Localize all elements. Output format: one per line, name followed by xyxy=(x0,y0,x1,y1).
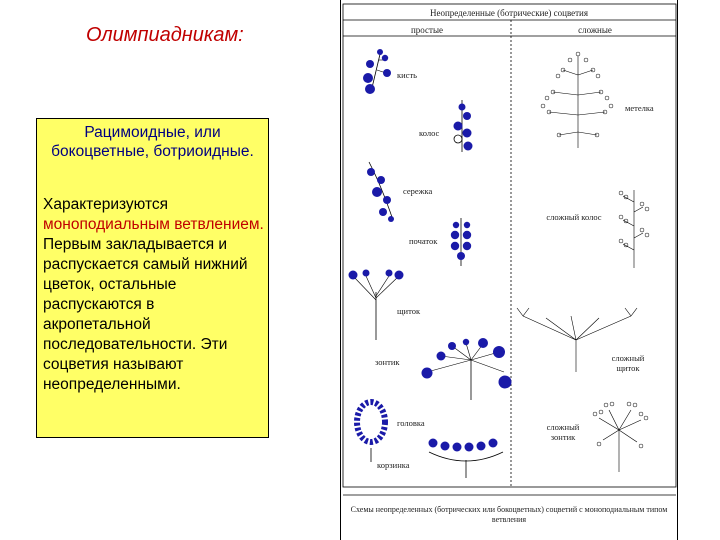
column-complex-header: сложные xyxy=(578,25,612,35)
label-raceme: кисть xyxy=(397,70,418,80)
label-spike: колос xyxy=(419,128,440,138)
capitulum-drawing xyxy=(357,402,385,462)
diagram-drawing xyxy=(341,0,679,540)
label-compound-spike: сложный колос xyxy=(546,212,602,222)
definition-box xyxy=(36,118,269,438)
box-heading: Рацимоидные, или бокоцветные, ботриоидные. xyxy=(51,124,254,160)
box-text-start: Характеризуются xyxy=(43,196,169,213)
column-simple-header: простые xyxy=(410,25,443,35)
label-capitulum: головка xyxy=(397,418,425,428)
label-spadix: початок xyxy=(409,236,438,246)
catkin-drawing xyxy=(367,162,394,222)
corymb-drawing xyxy=(349,270,404,341)
box-text-end: Первым закладывается и распускается самый нижний цветок, остальные распускаются в акропетальной последовательности. Эти соцветия называют неопределенными. xyxy=(43,236,248,393)
diagram-caption: Схемы неопределенных (ботрических или бокоцветных) соцветий с моноподиальным типом ветвления xyxy=(350,505,668,524)
slide-title: Олимпиадникам: xyxy=(86,24,244,46)
box-text-accent: моноподиальным ветвлением. xyxy=(43,216,264,233)
spadix-drawing xyxy=(451,218,471,266)
box-text xyxy=(43,195,264,395)
label-basket: корзинка xyxy=(377,460,410,470)
spike-drawing xyxy=(454,100,473,152)
label-catkin: сережка xyxy=(403,186,433,196)
basket-drawing xyxy=(429,439,504,479)
label-compound-umbel: сложный зонтик xyxy=(546,422,580,442)
panicle-drawing xyxy=(541,52,613,148)
inflorescence-diagram xyxy=(340,0,678,540)
umbel-drawing xyxy=(422,338,512,400)
label-corymb: щиток xyxy=(397,306,421,316)
compound-spike-drawing xyxy=(619,190,649,268)
label-compound-corymb: сложный щиток xyxy=(611,353,645,373)
label-panicle: метелка xyxy=(625,103,654,113)
label-umbel: зонтик xyxy=(375,357,400,367)
raceme-drawing xyxy=(363,49,391,94)
diagram-title: Неопределенные (ботрические) соцветия xyxy=(429,8,589,18)
compound-umbel-drawing xyxy=(593,402,648,472)
